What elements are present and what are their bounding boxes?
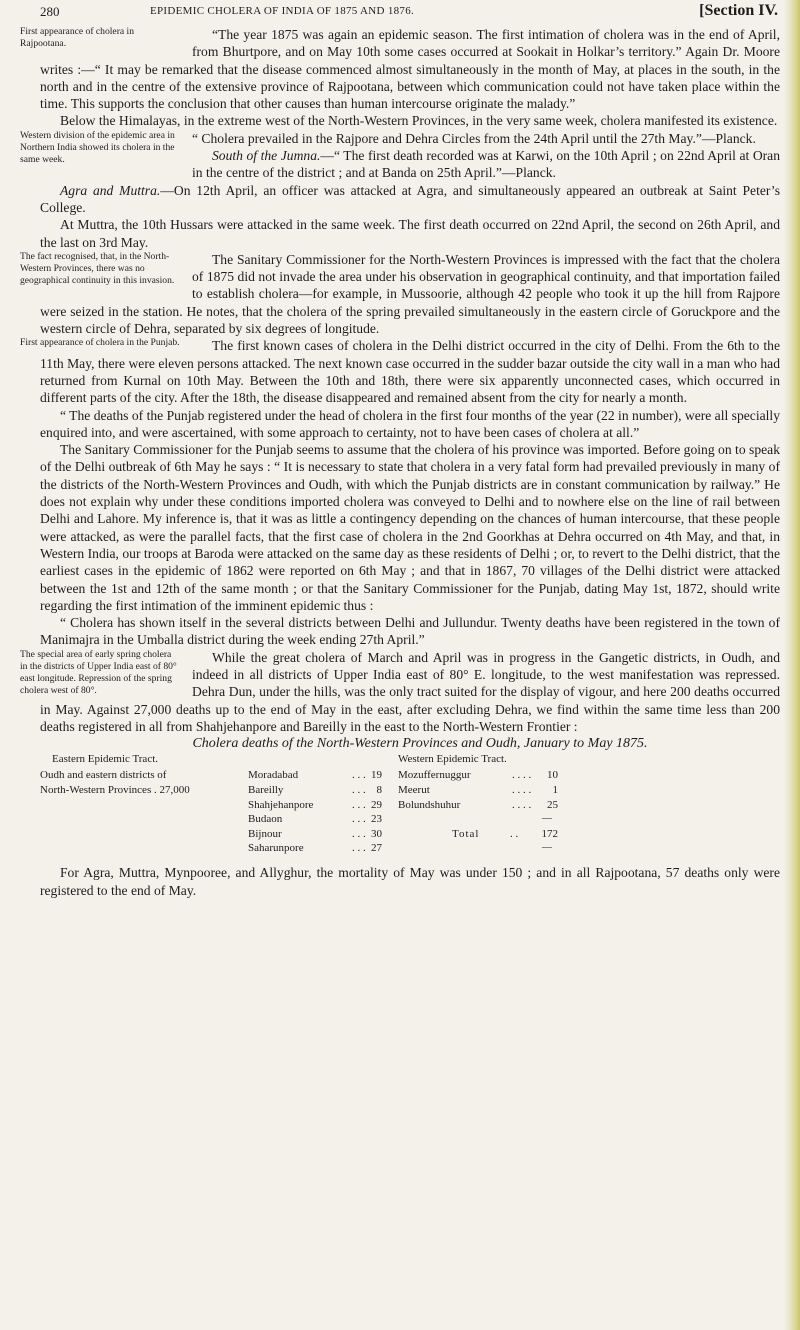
- table-row-name: Shahjehanpore: [248, 798, 314, 811]
- paragraph: At Muttra, the 10th Hussars were attacked in the same week. The first death occurred on 22nd April, the second on 26th April, and the last on 3rd May.: [40, 217, 780, 250]
- table-row-name: Meerut: [398, 784, 430, 797]
- table-row-value: 29: [371, 798, 382, 811]
- paragraph: Agra and Muttra.—On 12th April, an officer was attacked at Agra, and simultaneously appeared an outbreak at Saint Peter’s College.: [40, 182, 780, 215]
- paragraph: South of the Jumna.—“ The first death recorded was at Karwi, on the 10th April ; on 22nd April at Oran in the centre of the district ; and at Banda on 25th April.”—Planck.: [192, 148, 780, 181]
- table-row-value: 25: [547, 798, 558, 811]
- table-title: Cholera deaths of the North-Western Provinces and Oudh, January to May 1875.: [192, 736, 648, 752]
- subhead-agra-muttra: Agra and Muttra.: [60, 182, 161, 198]
- paragraph: First appearance of cholera in Rajpootana. “The year 1875 was again an epidemic season. The first intimation of cholera was in the end of April, from Bhurtpore, and on May 10th some cases occurred at Sookait in Holkar’s territory.” Again Dr. Moore writes :—“ It may be remarked that the disease commenced almost simultaneously in the month of May, at places in the south, in the north and in the centre of the extensive province of Rajpootana, between which communication could not have taken place within the time. This supports the conclusion that other causes than human intercourse originate the malady.”: [20, 26, 780, 112]
- table-row-value: 10: [547, 769, 558, 782]
- eastern-header: Eastern Epidemic Tract.: [52, 753, 159, 766]
- table-row-name: Bareilly: [248, 784, 284, 797]
- deaths-table: Eastern Epidemic Tract. Western Epidemic Tract. Oudh and eastern districts of North-Western Provinces . 27,000 Moradabad Bareilly Shahjehanpore Budaon Bijnour Saharunpore . . . . . . . . . . . . . . . . . . 19 8 29 23 30 27 Mozuffernuggur Meerut Bolundshuhur . . . . . . . . . . . . 10 1 25 — Total . . 172 —: [40, 753, 558, 855]
- table-row-value: 8: [376, 784, 382, 797]
- side-note-western: Western division of the epidemic area in Northern India showed its cholera in the same week.: [20, 129, 175, 165]
- rule: —: [542, 813, 552, 825]
- rule: —: [542, 842, 552, 854]
- total-label: Total: [452, 827, 480, 840]
- table-row-name: Mozuffernuggur: [398, 769, 471, 782]
- running-title: EPIDEMIC CHOLERA OF INDIA OF 1875 AND 1876.: [150, 5, 415, 17]
- paragraph: The Sanitary Commissioner for the Punjab seems to assume that the cholera of his province was imported. Before going on to speak of the Delhi outbreak of 6th May he says : “ It is necessary to state that cholera in a very fatal form had prevailed previously in many of the districts of the North-Western Provinces and Oudh, with which the Punjab districts are in constant communication by railway.” He does not explain why under these conditions imported cholera was conveyed to Delhi and to nowhere else on the line of rail between Delhi and Lahore. My inference is, that it was as little a contingency depending on the chances of human intercourse, that these people were attacked, as were the parallel facts, that the first case of cholera in the 2nd Goorkhas at Dehra occurred on 4th May, and that, in Western India, our troops at Baroda were attacked on the same day as these residents of Delhi ; or, to revert to the Delhi district, that the earliest cases in the epidemic of 1862 were reported on 6th May ; and that in 1867, 70 villages of the Delhi district were attacked between the 1st and 12th of the same month ; or that the Sanitary Commissioner for the Punjab, dating May 1st, 1872, should write regarding the first intimation of the imminent epidemic thus :: [40, 442, 780, 613]
- table-row-value: 1: [552, 784, 558, 797]
- side-note-rajpootana: First appearance of cholera in Rajpootana.: [20, 26, 135, 49]
- side-note-special-area: The special area of early spring cholera in the districts of Upper India east of 80° east longitude. Repression of the spring cholera west of 80°.: [20, 648, 177, 696]
- page-edge: [784, 0, 800, 1330]
- side-note-continuity: The fact recognised, that, in the North-Western Provinces, there was no geographical continuity in this invasion.: [20, 250, 175, 286]
- paragraph: “ The deaths of the Punjab registered under the head of cholera in the first four months of the year (22 in number), were all specially enquired into, and were ascertained, with some approach to certainty, not to have been cases of cholera at all.”: [40, 407, 780, 440]
- table-row-name: Bolundshuhur: [398, 798, 461, 811]
- table-row-name: Saharunpore: [248, 842, 304, 855]
- paragraph: The fact recognised, that, in the North-Western Provinces, there was no geographical continuity in this invasion. The Sanitary Commissioner for the North-Western Provinces is impressed with the fact that the cholera of 1875 did not invade the area under his observation in geographical continuity, and that importation failed to establish cholera—for example, in Mussoorie, although 42 people who took it up the hill from Rajpore were seized in the station. He notes, that the cholera of the spring prevailed simultaneously in the eastern circle of Goruckpore and the western circle of Dehra, separated by six degrees of longitude.: [20, 250, 780, 337]
- paragraph: Western division of the epidemic area in Northern India showed its cholera in the same week. “ Cholera prevailed in the Rajpore and Dehra Circles from the 24th April until the 27th May.”—Planck.: [20, 129, 756, 165]
- eastern-line-1: Oudh and eastern districts of: [40, 769, 167, 782]
- total-value: 172: [541, 827, 558, 840]
- paragraph: “ Cholera has shown itself in the several districts between Delhi and Jullundur. Twenty deaths have been registered in the town of Manimajra in the Umballa district during the week ending 27th April.”: [40, 615, 780, 648]
- table-row-name: Budaon: [248, 813, 283, 826]
- document-page: [20, 0, 780, 1330]
- table-row-value: 27: [371, 842, 382, 855]
- section-label: [Section IV.: [699, 2, 778, 19]
- side-note-punjab: First appearance of cholera in the Punjab.: [20, 337, 180, 349]
- paragraph: The special area of early spring cholera in the districts of Upper India east of 80° east longitude. Repression of the spring cholera west of 80°. While the great cholera of March and April was in progress in the Gangetic districts, in Oudh, and indeed in all districts of Upper India east of 80° E. longitude, to the west manifestation was repressed. Dehra Dun, under the hills, was the only tract suited for the display of vigour, and here 200 deaths occurred in May. Against 27,000 deaths up to the end of May in the east, after excluding Dehra, we find within the same time less than 200 deaths registered in all from Shahjehanpore and Bareilly in the east to the North-Western Frontier :: [20, 648, 780, 734]
- western-header: Western Epidemic Tract.: [398, 753, 507, 766]
- paragraph-closing: For Agra, Muttra, Mynpooree, and Allyghur, the mortality of May was under 150 ; and in all Rajpootana, 57 deaths only were registered to the end of May.: [40, 865, 780, 898]
- table-row-name: Moradabad: [248, 769, 299, 782]
- subhead-south-jumna: South of the Jumna.: [212, 148, 321, 164]
- eastern-line-2: North-Western Provinces . 27,000: [40, 784, 190, 797]
- body-text: [20, 26, 780, 899]
- table-row-value: 19: [371, 769, 382, 782]
- table-row-name: Bijnour: [248, 827, 282, 840]
- paragraph: Below the Himalayas, in the extreme west of the North-Western Provinces, in the very same week, cholera manifested its existence.: [60, 113, 778, 129]
- page-header: [40, 4, 780, 26]
- table-row-value: 30: [371, 827, 382, 840]
- paragraph: First appearance of cholera in the Punjab. The first known cases of cholera in the Delhi district occurred in the city of Delhi. From the 6th to the 11th May, there were eleven persons attacked. The next known case occurred in the sudder bazar outside the city wall in a man who had returned from Kurnal on 10th May. Between the 10th and 18th, there were six apparently unconnected cases, which occurred in different parts of the city. After the 18th, the disease disappeared and remained absent from the city for nearly a month.: [20, 337, 780, 406]
- page-number: 280: [40, 4, 60, 19]
- table-row-value: 23: [371, 813, 382, 826]
